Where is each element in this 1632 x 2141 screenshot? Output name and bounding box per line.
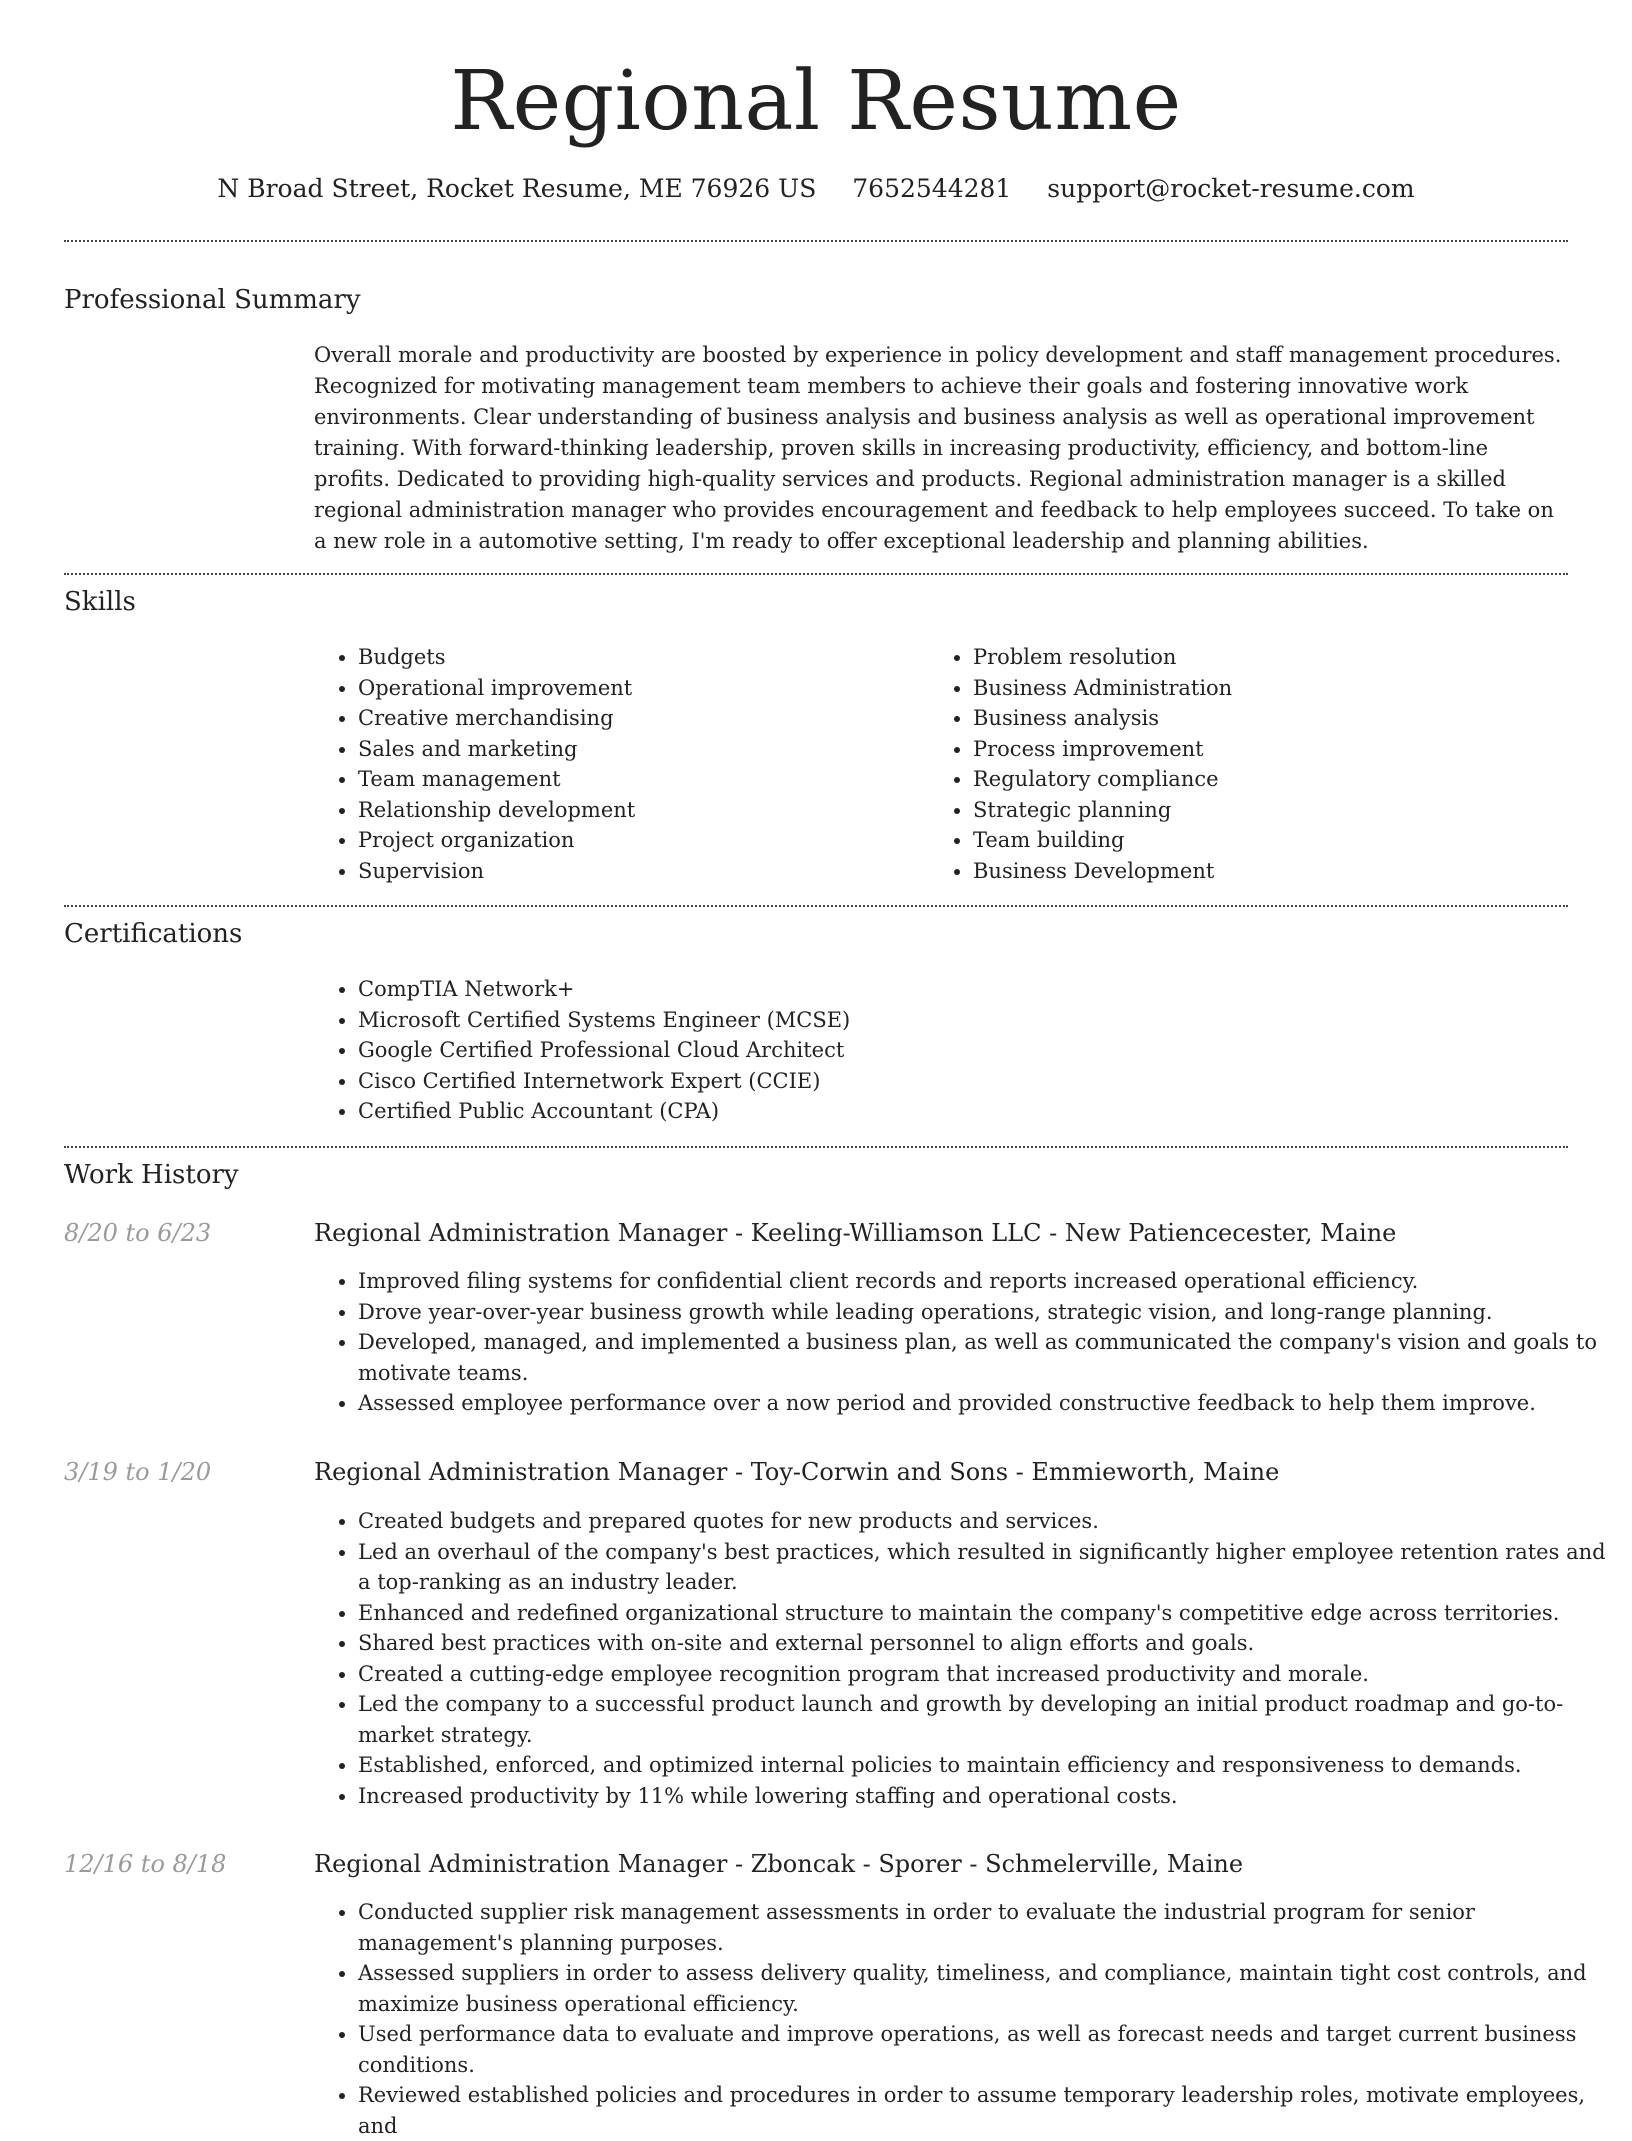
job-bullets <box>314 1266 1612 1419</box>
certification-item: • Google Certified Professional Cloud Architect <box>358 1035 1458 1066</box>
skill-item: • Supervision <box>358 856 918 887</box>
job-bullet: • Drove year-over-year business growth while leading operations, strategic vision, and long-range planning. <box>358 1297 1612 1328</box>
job-bullet: • Conducted supplier risk management assessments in order to evaluate the industrial program for senior management's planning purposes. <box>358 1897 1612 1958</box>
job-title: Regional Administration Manager - Keeling-Williamson LLC - New Patiencecester, Maine <box>314 1219 1397 1247</box>
skill-item: • Problem resolution <box>973 642 1573 673</box>
skill-item: • Regulatory compliance <box>973 764 1573 795</box>
section-title-skills: Skills <box>64 587 136 617</box>
skills-list-right <box>929 642 1573 886</box>
job-bullets <box>314 1897 1612 2141</box>
skill-item: • Business Administration <box>973 673 1573 704</box>
divider <box>64 1146 1568 1148</box>
skills-list-left <box>314 642 918 886</box>
certification-item: • Cisco Certified Internetwork Expert (CCIE) <box>358 1066 1458 1097</box>
skill-item: • Business analysis <box>973 703 1573 734</box>
skill-item: • Project organization <box>358 825 918 856</box>
skill-item: • Creative merchandising <box>358 703 918 734</box>
contact-phone: 7652544281 <box>852 174 1012 203</box>
job-title: Regional Administration Manager - Zboncak - Sporer - Schmelerville, Maine <box>314 1850 1244 1878</box>
resume-name: Regional Resume <box>450 54 1182 149</box>
section-title-summary: Professional Summary <box>64 285 361 315</box>
job-bullet: • Created a cutting-edge employee recognition program that increased productivity and morale. <box>358 1659 1612 1690</box>
skill-item: • Operational improvement <box>358 673 918 704</box>
job-dates: 12/16 to 8/18 <box>64 1850 227 1878</box>
job-bullet: • Assessed suppliers in order to assess delivery quality, timeliness, and compliance, maintain tight cost controls, and maximize business operational efficiency. <box>358 1958 1612 2019</box>
job-bullet: • Shared best practices with on-site and external personnel to align efforts and goals. <box>358 1628 1612 1659</box>
job-bullet: • Developed, managed, and implemented a business plan, as well as communicated the company's vision and goals to motivate teams. <box>358 1327 1612 1388</box>
certification-item: • Microsoft Certified Systems Engineer (MCSE) <box>358 1005 1458 1036</box>
certification-item: • Certified Public Accountant (CPA) <box>358 1096 1458 1127</box>
skill-item: • Relationship development <box>358 795 918 826</box>
divider <box>64 240 1568 242</box>
job-bullet: • Used performance data to evaluate and improve operations, as well as forecast needs and target current business conditions. <box>358 2019 1612 2080</box>
section-title-work-history: Work History <box>64 1160 239 1190</box>
job-bullet: • Reviewed established policies and procedures in order to assume temporary leadership roles, motivate employees, and <box>358 2080 1612 2141</box>
job-bullet: • Created budgets and prepared quotes for new products and services. <box>358 1506 1612 1537</box>
certification-item: • CompTIA Network+ <box>358 974 1458 1005</box>
skill-item: • Sales and marketing <box>358 734 918 765</box>
contact-email: support@rocket-resume.com <box>1047 174 1415 203</box>
skill-item: • Process improvement <box>973 734 1573 765</box>
contact-address: N Broad Street, Rocket Resume, ME 76926 US <box>217 174 817 203</box>
job-bullet: • Enhanced and redefined organizational structure to maintain the company's competitive edge across territories. <box>358 1598 1612 1629</box>
skill-item: • Budgets <box>358 642 918 673</box>
job-dates: 8/20 to 6/23 <box>64 1219 212 1247</box>
divider <box>64 905 1568 907</box>
job-title: Regional Administration Manager - Toy-Corwin and Sons - Emmieworth, Maine <box>314 1458 1280 1486</box>
contact-line <box>0 172 1632 206</box>
skill-item: • Business Development <box>973 856 1573 887</box>
job-bullet: • Improved filing systems for confidential client records and reports increased operational efficiency. <box>358 1266 1612 1297</box>
certifications-list <box>314 974 1458 1127</box>
summary-text: Overall morale and productivity are boosted by experience in policy development and staff management procedures. Recognized for motivating management team members to achieve their goals and fostering innovative work environments. Clear understanding of business analysis and business analysis as well as operational improvement training. With forward-thinking leadership, proven skills in increasing productivity, efficiency, and bottom-line profits. Dedicated to providing high-quality services and products. Regional administration manager is a skilled regional administration manager who provides encouragement and feedback to help employees succeed. To take on a new role in a automotive setting, I'm ready to offer exceptional leadership and planning abilities. <box>314 343 1562 553</box>
section-title-certifications: Certifications <box>64 919 243 949</box>
job-bullet: • Increased productivity by 11% while lowering staffing and operational costs. <box>358 1781 1612 1812</box>
skill-item: • Strategic planning <box>973 795 1573 826</box>
skill-item: • Team management <box>358 764 918 795</box>
divider <box>64 573 1568 575</box>
job-bullets <box>314 1506 1612 1811</box>
job-bullet: • Led an overhaul of the company's best practices, which resulted in significantly higher employee retention rates and a top-ranking as an industry leader. <box>358 1537 1612 1598</box>
job-dates: 3/19 to 1/20 <box>64 1458 212 1486</box>
job-bullet: • Assessed employee performance over a now period and provided constructive feedback to help them improve. <box>358 1388 1612 1419</box>
job-bullet: • Led the company to a successful product launch and growth by developing an initial product roadmap and go-to-market strategy. <box>358 1689 1612 1750</box>
job-bullet: • Established, enforced, and optimized internal policies to maintain efficiency and responsiveness to demands. <box>358 1750 1612 1781</box>
skill-item: • Team building <box>973 825 1573 856</box>
